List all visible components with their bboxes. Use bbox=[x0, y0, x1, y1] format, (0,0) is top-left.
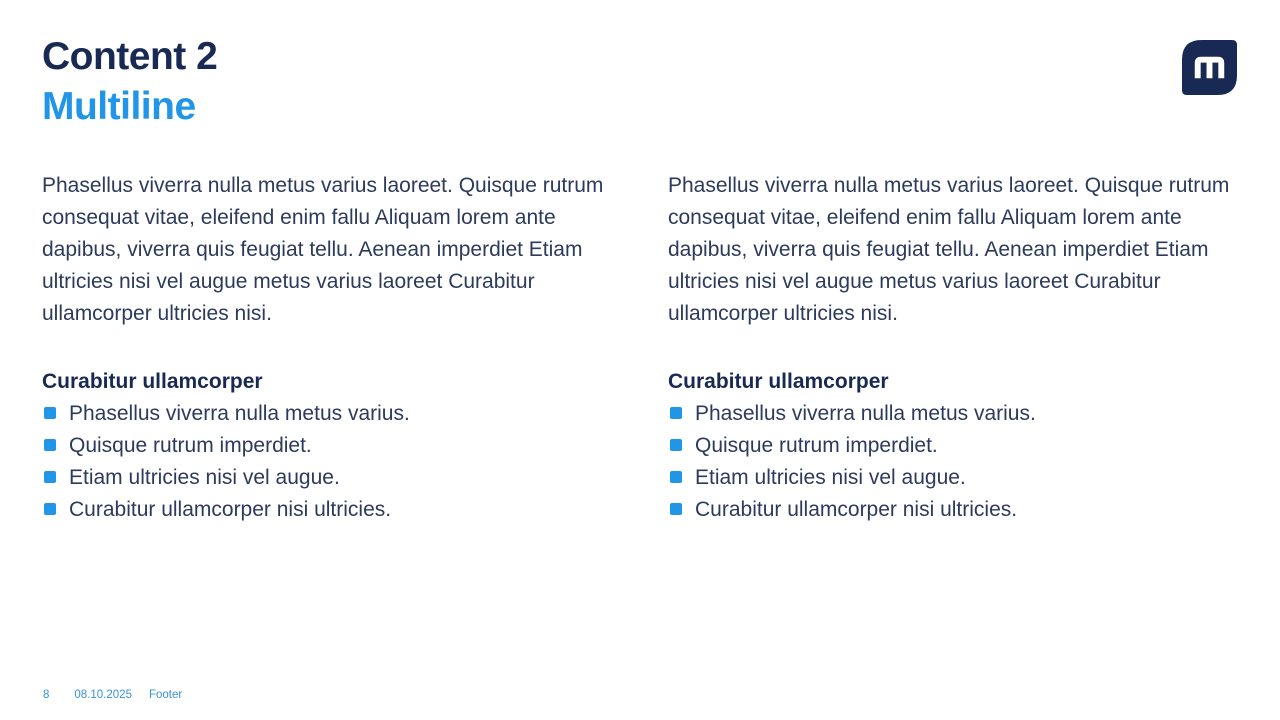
page-number: 8 bbox=[43, 689, 50, 701]
body-paragraph: Phasellus viverra nulla metus varius laoreet. Quisque rutrum consequat vitae, eleifend enim fallu Aliquam lorem ante dapibus, viverra quis feugiat tellu. Aenean imperdiet Etiam ultricies nisi vel augue metus varius laoreet Curabitur ullamcorper ultricies nisi. bbox=[42, 174, 604, 325]
page-subtitle: Multiline bbox=[42, 85, 196, 128]
bullet-text: Etiam ultricies nisi vel augue. bbox=[695, 466, 966, 489]
bullet-text: Etiam ultricies nisi vel augue. bbox=[69, 466, 340, 489]
bullet-square-icon bbox=[44, 471, 56, 483]
footer bbox=[43, 689, 182, 702]
bullet-list bbox=[42, 398, 612, 526]
bullet-text: Phasellus viverra nulla metus varius. bbox=[695, 402, 1036, 425]
bullet-text: Quisque rutrum imperdiet. bbox=[695, 434, 938, 457]
list-heading: Curabitur ullamcorper bbox=[668, 370, 889, 393]
bullet-text: Quisque rutrum imperdiet. bbox=[69, 434, 312, 457]
bullet-square-icon bbox=[44, 439, 56, 451]
bullet-square-icon bbox=[670, 503, 682, 515]
bullet-item bbox=[42, 494, 612, 526]
bullet-item bbox=[668, 430, 1238, 462]
content-column-right bbox=[668, 170, 1238, 526]
bullet-text: Phasellus viverra nulla metus varius. bbox=[69, 402, 410, 425]
bullet-item bbox=[668, 398, 1238, 430]
bullet-square-icon bbox=[670, 407, 682, 419]
logo-m-icon bbox=[1182, 40, 1237, 95]
bullet-square-icon bbox=[44, 407, 56, 419]
bullet-item bbox=[42, 398, 612, 430]
footer-date: 08.10.2025 bbox=[74, 689, 132, 701]
bullet-list bbox=[668, 398, 1238, 526]
bullet-text: Curabitur ullamcorper nisi ultricies. bbox=[69, 498, 392, 521]
bullet-item bbox=[668, 462, 1238, 494]
body-paragraph: Phasellus viverra nulla metus varius laoreet. Quisque rutrum consequat vitae, eleifend enim fallu Aliquam lorem ante dapibus, viverra quis feugiat tellu. Aenean imperdiet Etiam ultricies nisi vel augue metus varius laoreet Curabitur ullamcorper ultricies nisi. bbox=[668, 174, 1230, 325]
brand-logo bbox=[1182, 40, 1237, 95]
bullet-item bbox=[42, 462, 612, 494]
bullet-text: Curabitur ullamcorper nisi ultricies. bbox=[695, 498, 1018, 521]
content-area bbox=[42, 170, 1238, 526]
bullet-item bbox=[42, 430, 612, 462]
bullet-square-icon bbox=[44, 503, 56, 515]
bullet-item bbox=[668, 494, 1238, 526]
slide-header bbox=[42, 32, 1160, 132]
content-column-left bbox=[42, 170, 612, 526]
bullet-square-icon bbox=[670, 439, 682, 451]
page-title: Content 2 bbox=[42, 35, 218, 78]
bullet-square-icon bbox=[670, 471, 682, 483]
footer-label: Footer bbox=[148, 689, 183, 701]
list-heading: Curabitur ullamcorper bbox=[42, 370, 263, 393]
